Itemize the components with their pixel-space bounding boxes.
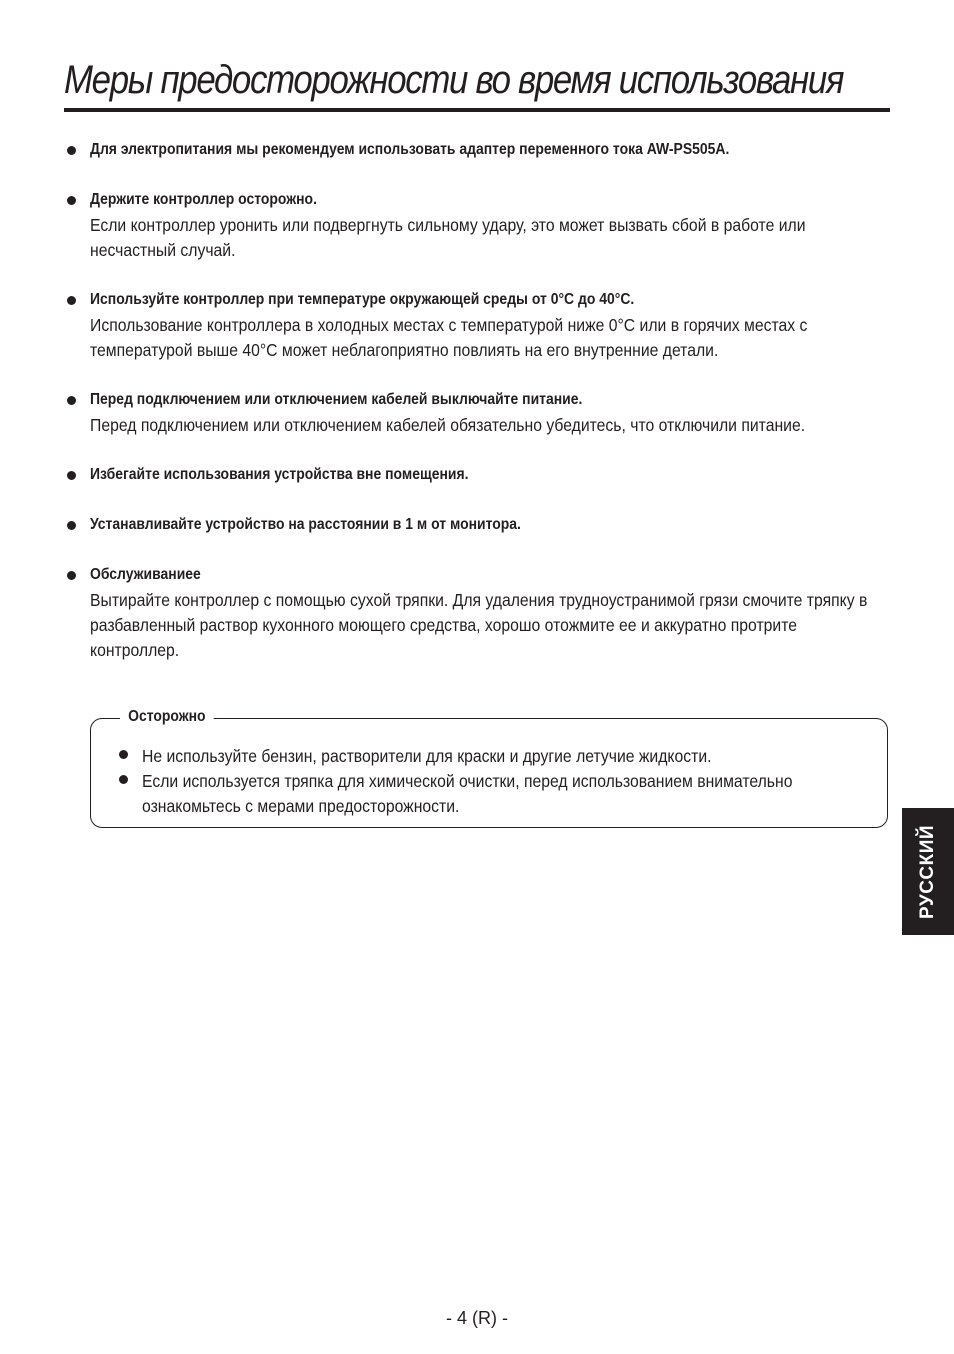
bullet-dot-icon: [119, 750, 128, 759]
page-title: Меры предосторожности во время использования: [64, 58, 844, 102]
bullet-dot-icon: [119, 775, 128, 784]
bullet-heading: Устанавливайте устройство на расстоянии в 1 м от монитора.: [90, 516, 521, 533]
language-side-tab: [902, 808, 954, 935]
page-number: - 4 (R) -: [446, 1308, 508, 1328]
bullet-heading: Перед подключением или отключением кабелей выключайте питание.: [90, 391, 583, 408]
caution-label: Осторожно: [120, 707, 214, 727]
bullet-body: Перед подключением или отключением кабелей обязательно убедитесь, что отключили питание.: [90, 415, 806, 435]
bullet-body: Вытирайте контроллер с помощью сухой тряпки. Для удаления трудноустранимой грязи смочите тряпку в разбавленный раствор кухонного моющего средства, хорошо отожмите ее и аккуратно протрите контроллер.: [90, 590, 868, 660]
bullet-body: Если контроллер уронить или подвергнуть сильному удару, это может вызвать сбой в работе или несчастный случай.: [90, 215, 806, 260]
bullet-dot-icon: [67, 296, 76, 305]
bullet-dot-icon: [67, 196, 76, 205]
bullet-body: Использование контроллера в холодных местах с температурой ниже 0°C или в горячих местах с температурой выше 40°C может неблагоприятно повлиять на его внутренние детали.: [90, 315, 808, 360]
bullet-dot-icon: [67, 471, 76, 480]
bullet-heading: Избегайте использования устройства вне помещения.: [90, 466, 469, 483]
bullet-heading: Используйте контроллер при температуре окружающей среды от 0°C до 40°C.: [90, 291, 635, 308]
bullet-dot-icon: [67, 521, 76, 530]
caution-item-text: Не используйте бензин, растворители для краски и другие летучие жидкости.: [142, 746, 712, 766]
bullet-dot-icon: [67, 396, 76, 405]
bullet-heading: Держите контроллер осторожно.: [90, 191, 317, 208]
title-rule: [64, 108, 890, 112]
bullet-dot-icon: [67, 571, 76, 580]
bullet-heading: Для электропитания мы рекомендуем использовать адаптер переменного тока AW-PS505A.: [90, 141, 730, 158]
bullet-heading: Обслуживаниее: [90, 566, 201, 583]
caution-item-text: Если используется тряпка для химической очистки, перед использованием внимательно ознакомьтесь с мерами предосторожности.: [142, 771, 793, 816]
bullet-dot-icon: [67, 146, 76, 155]
language-side-tab-label: РУССКИЙ: [917, 824, 938, 919]
